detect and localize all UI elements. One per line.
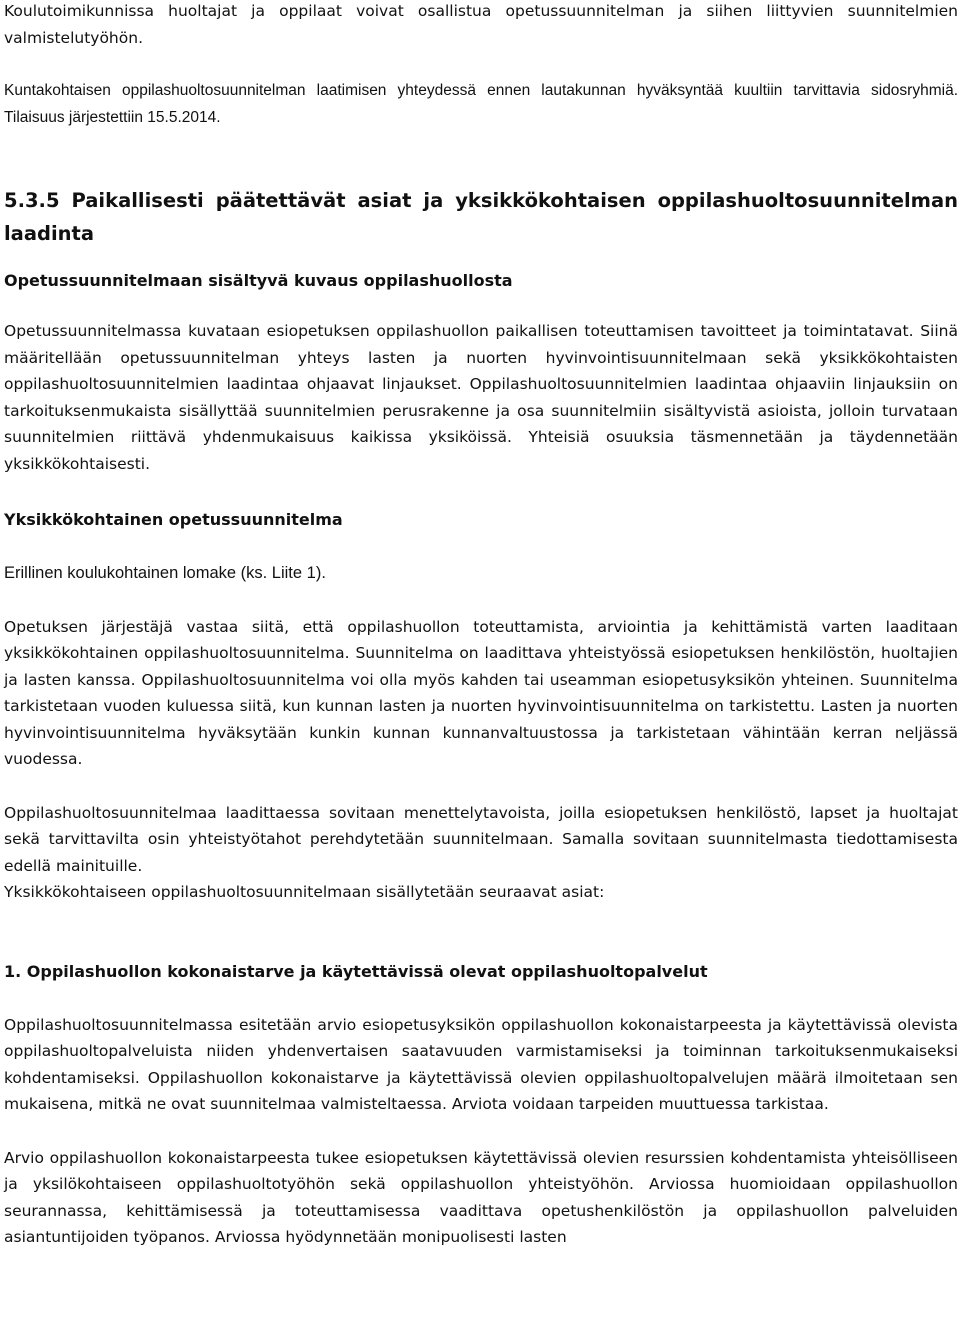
document-page	[4, 0, 958, 1251]
subheading-opetussuunnitelma: Opetussuunnitelmaan sisältyvä kuvaus oppilashuollosta	[4, 271, 513, 290]
section-heading: 5.3.5 Paikallisesti päätettävät asiat ja yksikkökohtaisen oppilashuoltosuunnitelman laadinta	[4, 189, 958, 245]
paragraph-opetussuunnitelma: Opetussuunnitelmassa kuvataan esiopetuksen oppilashuollon paikallisen toteuttamisen tavoitteet ja toimintatavat. Siinä määritellään opetussuunnitelman yhteys lasten ja nuorten hyvinvointisuunnitelmaan sekä yksikkökohtaisten oppilashuoltosuunnitelmien laadintaa ohjaavat linjaukset. Oppilashuoltosuunnitelmien laadintaa ohjaaviin linjauksiin on tarkoituksenmukaista sisällyttää suunnitelmien perusrakenne ja osa suunnitelmiin sisältyvistä asioista, jolloin turvataan suunnitelmien riittävä yhdenmukaisuus kaikissa yksiköissä. Yhteisiä osuuksia täsmennetään ja täydennetään yksikkökohtaisesti.	[4, 322, 958, 473]
paragraph-sisallytetaan: Yksikkökohtaiseen oppilashuoltosuunnitelmaan sisällytetään seuraavat asiat:	[4, 883, 605, 901]
paragraph-jarjestaja: Opetuksen järjestäjä vastaa siitä, että oppilashuollon toteuttamista, arviointia ja kehittämistä varten laaditaan yksikkökohtainen oppilashuoltosuunnitelma. Suunnitelma on laadittava yhteistyössä esiopetuksen henkilöstön, huoltajien ja lasten kanssa. Oppilashuoltosuunnitelma voi olla myös kahden tai useamman esiopetusyksikön yhteinen. Suunnitelma tarkistetaan vuoden kuluessa siitä, kun kunnan lasten ja nuorten hyvinvointisuunnitelma on tarkistettu. Lasten ja nuorten hyvinvointisuunnitelma hyväksytään kunkin kunnan kunnanvaltuustossa ja tarkistetaan vähintään kerran neljässä vuodessa.	[4, 617, 958, 768]
numbered-heading-1: 1. Oppilashuollon kokonaistarve ja käytettävissä olevat oppilashuoltopalvelut	[4, 961, 708, 981]
paragraph-kokonaistarve: Oppilashuoltosuunnitelmassa esitetään arvio esiopetusyksikön oppilashuollon kokonaistarpeesta ja käytettävissä olevista oppilashuoltopalveluista niiden yhdenvertaisen saatavuuden varmistamiseksi ja toiminnan tarkoituksenmukaiseksi kohdentamiseksi. Oppilashuollon kokonaistarve ja käytettävissä olevien oppilashuoltopalvelujen määrä ilmoitetaan sen mukaisena, mitkä ne ovat suunnitelmaa valmisteltaessa. Arviota voidaan tarpeiden muuttuessa tarkistaa.	[4, 1015, 958, 1113]
paragraph-laadittaessa: Oppilashuoltosuunnitelmaa laadittaessa sovitaan menettelytavoista, joilla esiopetuksen henkilöstö, lapset ja huoltajat sekä tarvittavilta osin yhteistyötahot perehdytetään suunnitelmaan. Samalla sovitaan suunnitelmasta tiedottamisesta edellä mainituille.	[4, 803, 958, 875]
subheading-yksikkokohtainen: Yksikkökohtainen opetussuunnitelma	[4, 510, 343, 529]
intro-paragraph-2: Kuntakohtaisen oppilashuoltosuunnitelman laatimisen yhteydessä ennen lautakunnan hyväksyntää kuultiin tarvittavia sidosryhmiä. Tilaisuus järjestettiin 15.5.2014.	[4, 82, 958, 126]
paragraph-arvio: Arvio oppilashuollon kokonaistarpeesta tukee esiopetuksen käytettävissä olevien resurssien kohdentamista yhteisölliseen ja yksilökohtaiseen oppilashuoltotyöhön sekä oppilashuollon yhteistyöhön. Arviossa huomioidaan oppilashuollon seurannassa, kehittämisessä ja toteuttamisessa vaadittava opetushenkilöstön ja oppilashuollon palveluiden asiantuntijoiden työpanos. Arviossa hyödynnetään monipuolisesti lasten	[4, 1148, 958, 1246]
lomake-reference: Erillinen koulukohtainen lomake (ks. Liite 1).	[4, 564, 326, 582]
intro-paragraph-1: Koulutoimikunnissa huoltajat ja oppilaat voivat osallistua opetussuunnitelman ja siihen liittyvien suunnitelmien valmistelutyöhön.	[4, 2, 958, 47]
